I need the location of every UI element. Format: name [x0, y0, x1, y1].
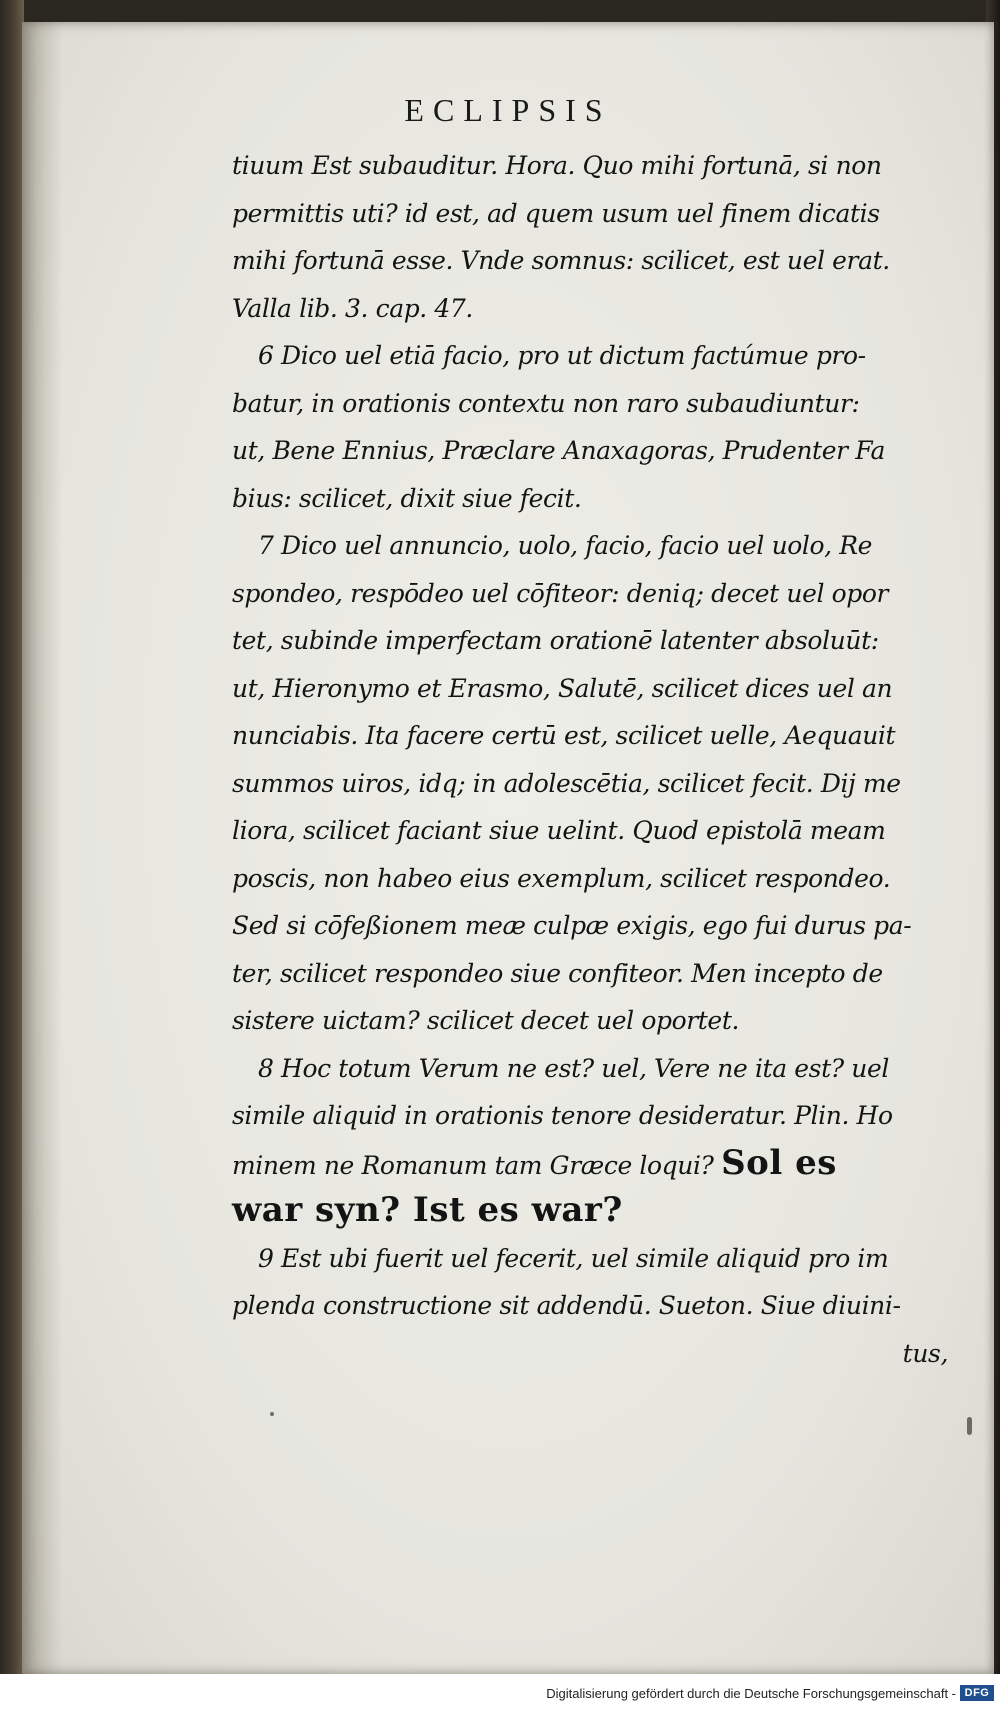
text-line: poscis, non habeo eius exemplum, scilicet respondeo. [232, 863, 891, 893]
text-line: 9 Est ubi fuerit uel fecerit, uel simile aliquid pro im [258, 1243, 889, 1273]
gutter-shadow [22, 22, 62, 1674]
paper-speck [967, 1417, 972, 1435]
text-line: ter, scilicet respondeo siue confiteor. Men incepto de [232, 958, 883, 988]
text-line: 6 Dico uel etiā facio, pro ut dictum factúmue pro- [258, 341, 866, 370]
catchword: tus, [902, 1338, 948, 1368]
text-line: simile aliquid in orationis tenore desideratur. Plin. Ho [232, 1101, 893, 1130]
text-line: Valla lib. 3. cap. 47. [232, 293, 473, 323]
scan-top-border [0, 0, 1000, 24]
paper-speck [270, 1412, 274, 1416]
gothic-text: war syn? Ist es war? [232, 1190, 623, 1230]
text-line: sistere uictam? scilicet decet uel oportet. [232, 1006, 740, 1035]
text-line: batur, in orationis contextu non raro subaudiuntur: [232, 388, 860, 418]
text-line: summos uiros, idq; in adolescētia, scilicet fecit. Dij me [232, 768, 901, 798]
text-line [232, 1140, 952, 1188]
text-line: Sed si cōfeßionem meæ culpæ exigis, ego fui durus pa- [232, 911, 912, 940]
funding-credit: Digitalisierung gefördert durch die Deutsche Forschungsgemeinschaft - [546, 1686, 956, 1701]
text-line: tet, subinde imperfectam orationē latenter absoluūt: [232, 626, 879, 655]
text-line: spondeo, respōdeo uel cōfiteor: deniq; decet uel opor [232, 578, 889, 608]
text-line [232, 1187, 952, 1235]
book-spine-edge [0, 0, 24, 1711]
book-page [22, 22, 994, 1674]
text-line: permittis uti? id est, ad quem usum uel finem dicatis [232, 198, 880, 228]
text-line: nunciabis. Ita facere certū est, scilicet uelle, Aequauit [232, 721, 896, 750]
dfg-logo: DFG [960, 1685, 994, 1701]
text-line-latin: minem ne Romanum tam Græce loqui? [232, 1150, 714, 1180]
text-line: plenda constructione sit addendū. Sueton. Siue diuini- [232, 1291, 901, 1320]
text-line: liora, scilicet faciant siue uelint. Quod epistolā meam [232, 816, 886, 845]
text-line: mihi fortunā esse. Vnde somnus: scilicet, est uel erat. [232, 246, 890, 275]
text-line: tiuum Est subauditur. Hora. Quo mihi fortunā, si non [232, 151, 882, 180]
gothic-text: Sol es [721, 1142, 837, 1183]
text-line: ut, Hieronymo et Erasmo, Salutē, scilicet dices uel an [232, 673, 893, 703]
running-head: ECLIPSIS [404, 92, 612, 128]
digitization-footer [0, 1674, 1000, 1711]
text-line: bius: scilicet, dixit siue fecit. [232, 483, 582, 513]
text-line: ut, Bene Ennius, Præclare Anaxagoras, Prudenter Fa [232, 436, 885, 465]
page-text-block [232, 142, 952, 1377]
text-line: 8 Hoc totum Verum ne est? uel, Vere ne ita est? uel [258, 1053, 889, 1083]
text-line: 7 Dico uel annuncio, uolo, facio, facio uel uolo, Re [258, 531, 873, 560]
